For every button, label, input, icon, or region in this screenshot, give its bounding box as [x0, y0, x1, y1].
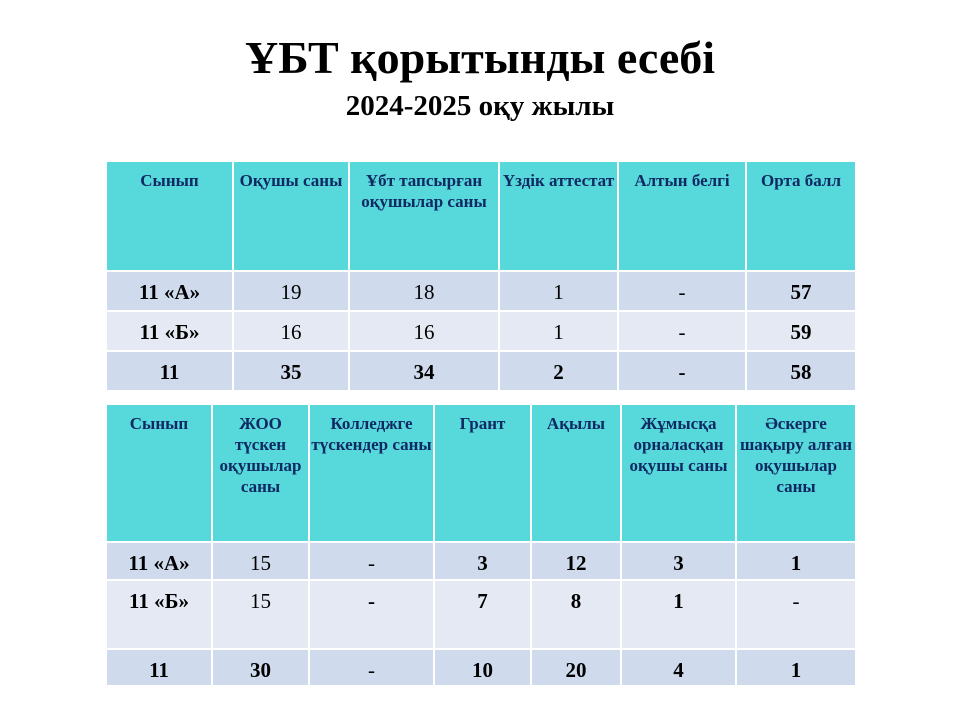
- header-college-admitted: Колледжге түскендер саны: [309, 404, 434, 542]
- cell-ubt-takers: 34: [349, 351, 499, 391]
- cell-military: 1: [736, 649, 856, 686]
- cell-university: 15: [212, 542, 309, 580]
- header-class: Сынып: [106, 161, 233, 271]
- table-row: [106, 580, 856, 649]
- header-military-conscripted: Әскерге шақыру алған оқушылар саны: [736, 404, 856, 542]
- cell-class: 11 «А»: [106, 271, 233, 311]
- cell-class: 11: [106, 351, 233, 391]
- cell-college: -: [309, 542, 434, 580]
- cell-class: 11 «Б»: [106, 580, 212, 649]
- table-header-row: [106, 404, 856, 542]
- table-row: [106, 542, 856, 580]
- cell-gold: -: [618, 351, 746, 391]
- cell-paid: 20: [531, 649, 621, 686]
- cell-class: 11 «Б»: [106, 311, 233, 351]
- header-employed: Жұмысқа орналасқан оқушы саны: [621, 404, 736, 542]
- cell-employed: 1: [621, 580, 736, 649]
- header-university-admitted: ЖОО түскен оқушылар саны: [212, 404, 309, 542]
- header-gold-medal: Алтын белгі: [618, 161, 746, 271]
- page-title: ҰБТ қорытынды есебі: [244, 32, 716, 83]
- cell-class: 11 «А»: [106, 542, 212, 580]
- cell-university: 30: [212, 649, 309, 686]
- cell-class: 11: [106, 649, 212, 686]
- table-header-row: [106, 161, 856, 271]
- cell-ubt-takers: 18: [349, 271, 499, 311]
- cell-average: 57: [746, 271, 856, 311]
- header-ubt-takers: Ұбт тапсырған оқушылар саны: [349, 161, 499, 271]
- cell-college: -: [309, 649, 434, 686]
- cell-grant: 10: [434, 649, 531, 686]
- cell-student-count: 35: [233, 351, 349, 391]
- cell-gold: -: [618, 311, 746, 351]
- cell-military: -: [736, 580, 856, 649]
- header-class: Сынып: [106, 404, 212, 542]
- header-grant: Грант: [434, 404, 531, 542]
- table-row-total: [106, 649, 856, 686]
- graduate-destination-table: [105, 403, 857, 687]
- cell-paid: 8: [531, 580, 621, 649]
- cell-employed: 4: [621, 649, 736, 686]
- header-average-score: Орта балл: [746, 161, 856, 271]
- table-row-total: [106, 351, 856, 391]
- cell-grant: 3: [434, 542, 531, 580]
- cell-gold: -: [618, 271, 746, 311]
- cell-honors: 1: [499, 311, 618, 351]
- cell-military: 1: [736, 542, 856, 580]
- cell-college: -: [309, 580, 434, 649]
- table-row: [106, 311, 856, 351]
- cell-average: 59: [746, 311, 856, 351]
- cell-employed: 3: [621, 542, 736, 580]
- cell-honors: 2: [499, 351, 618, 391]
- page-subtitle: 2024-2025 оқу жылы: [345, 90, 615, 122]
- cell-paid: 12: [531, 542, 621, 580]
- cell-honors: 1: [499, 271, 618, 311]
- cell-student-count: 19: [233, 271, 349, 311]
- cell-grant: 7: [434, 580, 531, 649]
- header-honors-certificate: Үздік аттестат: [499, 161, 618, 271]
- header-paid: Ақылы: [531, 404, 621, 542]
- cell-university: 15: [212, 580, 309, 649]
- cell-student-count: 16: [233, 311, 349, 351]
- ubt-results-table: [105, 160, 857, 392]
- cell-ubt-takers: 16: [349, 311, 499, 351]
- cell-average: 58: [746, 351, 856, 391]
- table-row: [106, 271, 856, 311]
- header-student-count: Оқушы саны: [233, 161, 349, 271]
